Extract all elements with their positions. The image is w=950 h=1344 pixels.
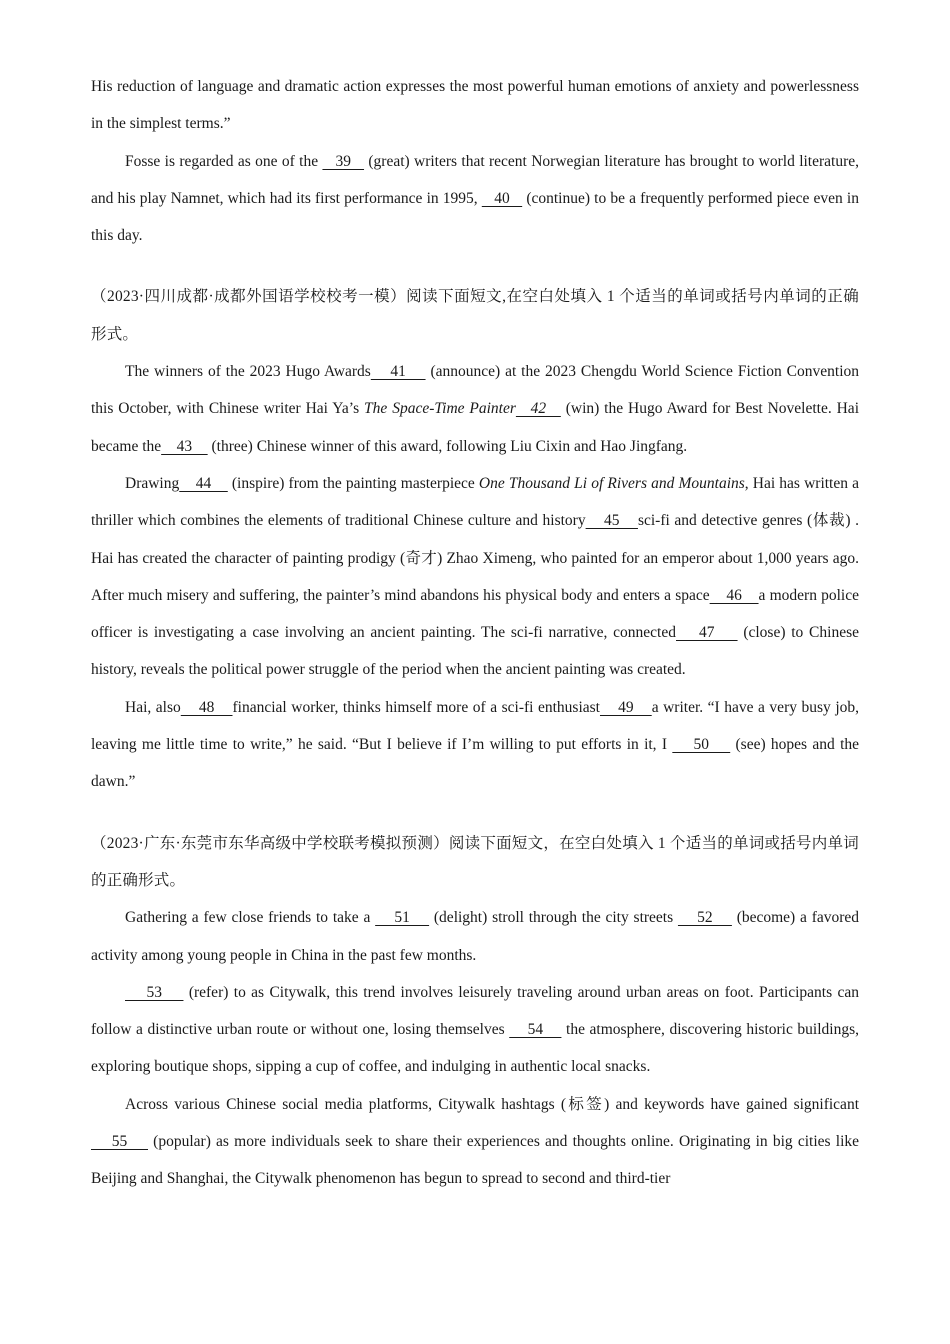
blank-54[interactable]: 54 [509, 1021, 562, 1039]
blank-52[interactable]: 52 [677, 909, 732, 927]
painting-title: One Thousand Li of Rivers and Mountains [478, 474, 745, 492]
passage3-paragraph-3: Across various Chinese social media platforms, Citywalk hashtags (标签) and keywords have gained significant 55 (popular) as more individuals seek to share their experiences and thoughts online. Originating in big cities like Beijing and Shanghai, the Citywalk phenomenon has begun to spread to second and third-tier [91, 1095, 860, 1188]
document-page [91, 68, 859, 1198]
blank-46[interactable]: 46 [709, 586, 759, 604]
blank-48[interactable]: 48 [180, 698, 233, 716]
blank-40[interactable]: 40 [481, 189, 523, 207]
passage3-instructions: （2023·广东·东莞市东华高级中学校联考模拟预测）阅读下面短文，在空白处填入 1 个适当的单词或括号内单词的正确形式。 [91, 834, 859, 889]
blank-44[interactable]: 44 [179, 474, 228, 492]
passage3-paragraph-2: 53 (refer) to as Citywalk, this trend involves leisurely traveling around urban areas on foot. Participants can follow a distinctive urban route or without one, losing themselves 54 the atmosphere, discovering historic buildings, exploring boutique shops, sipping a cup of coffee, and indulging in authentic local snacks. [91, 983, 860, 1076]
blank-39[interactable]: 39 [322, 152, 365, 170]
blank-51[interactable]: 51 [375, 909, 430, 927]
blank-53[interactable]: 53 [125, 983, 184, 1001]
blank-43[interactable]: 43 [161, 437, 208, 455]
blank-41[interactable]: 41 [370, 363, 426, 381]
blank-45[interactable]: 45 [585, 512, 638, 530]
passage1-quote-tail: His reduction of language and dramatic action expresses the most powerful human emotions of anxiety and powerlessness in the simplest terms.” [91, 78, 859, 133]
passage3-paragraph-1: Gathering a few close friends to take a 51 (delight) stroll through the city streets 52 (become) a favored activity among young people in China in the past few months. [91, 909, 860, 964]
passage2-instructions: （2023·四川成都·成都外国语学校校考一模）阅读下面短文,在空白处填入 1 个适当的单词或括号内单词的正确形式。 [91, 288, 859, 343]
book-title: The Space-Time Painter [364, 400, 516, 418]
blank-42[interactable]: 42 [515, 400, 561, 418]
blank-55[interactable]: 55 [91, 1133, 148, 1151]
passage2-paragraph-3: Hai, also 48 financial worker, thinks himself more of a sci-fi enthusiast 49 a writer. “I have a very busy job, leaving me little time to write,” he said. “But I believe if I’m willing to put efforts in it, I 50 (see) hopes and the dawn.” [91, 698, 860, 791]
passage2-paragraph-2: Drawing 44 (inspire) from the painting masterpiece One Thousand Li of Rivers and Mountains, Hai has written a thriller which combines the elements of traditional Chinese culture and history 45 sci-fi and detective genres (体裁) . Hai has created the character of painting prodigy (奇才) Zhao Ximeng, who painted for an emperor about 1,000 years ago. After much misery and suffering, the painter’s mind abandons his physical body and enters a space 46 a modern police officer is investigating a case involving an ancient painting. The sci-fi narrative, connected 47 (close) to Chinese history, reveals the political power struggle of the period when the ancient painting was created. [91, 474, 860, 679]
blank-47[interactable]: 47 [676, 624, 738, 642]
section-gap [91, 254, 859, 278]
section-gap [91, 801, 859, 825]
blank-50[interactable]: 50 [672, 736, 731, 754]
passage2-paragraph-1: The winners of the 2023 Hugo Awards 41 (announce) at the 2023 Chengdu World Science Fiction Convention this October, with Chinese writer Hai Ya’s The Space-Time Painter 42 (win) the Hugo Award for Best Novelette. Hai became the 43 (three) Chinese winner of this award, following Liu Cixin and Hao Jingfang. [91, 363, 859, 455]
blank-49[interactable]: 49 [599, 698, 652, 716]
passage1-paragraph: Fosse is regarded as one of the 39 (great) writers that recent Norwegian literature has brought to world literature, and his play Namnet, which had its first performance in 1995, 40 (continue) to be a frequently performed piece even in this day. [91, 152, 860, 245]
